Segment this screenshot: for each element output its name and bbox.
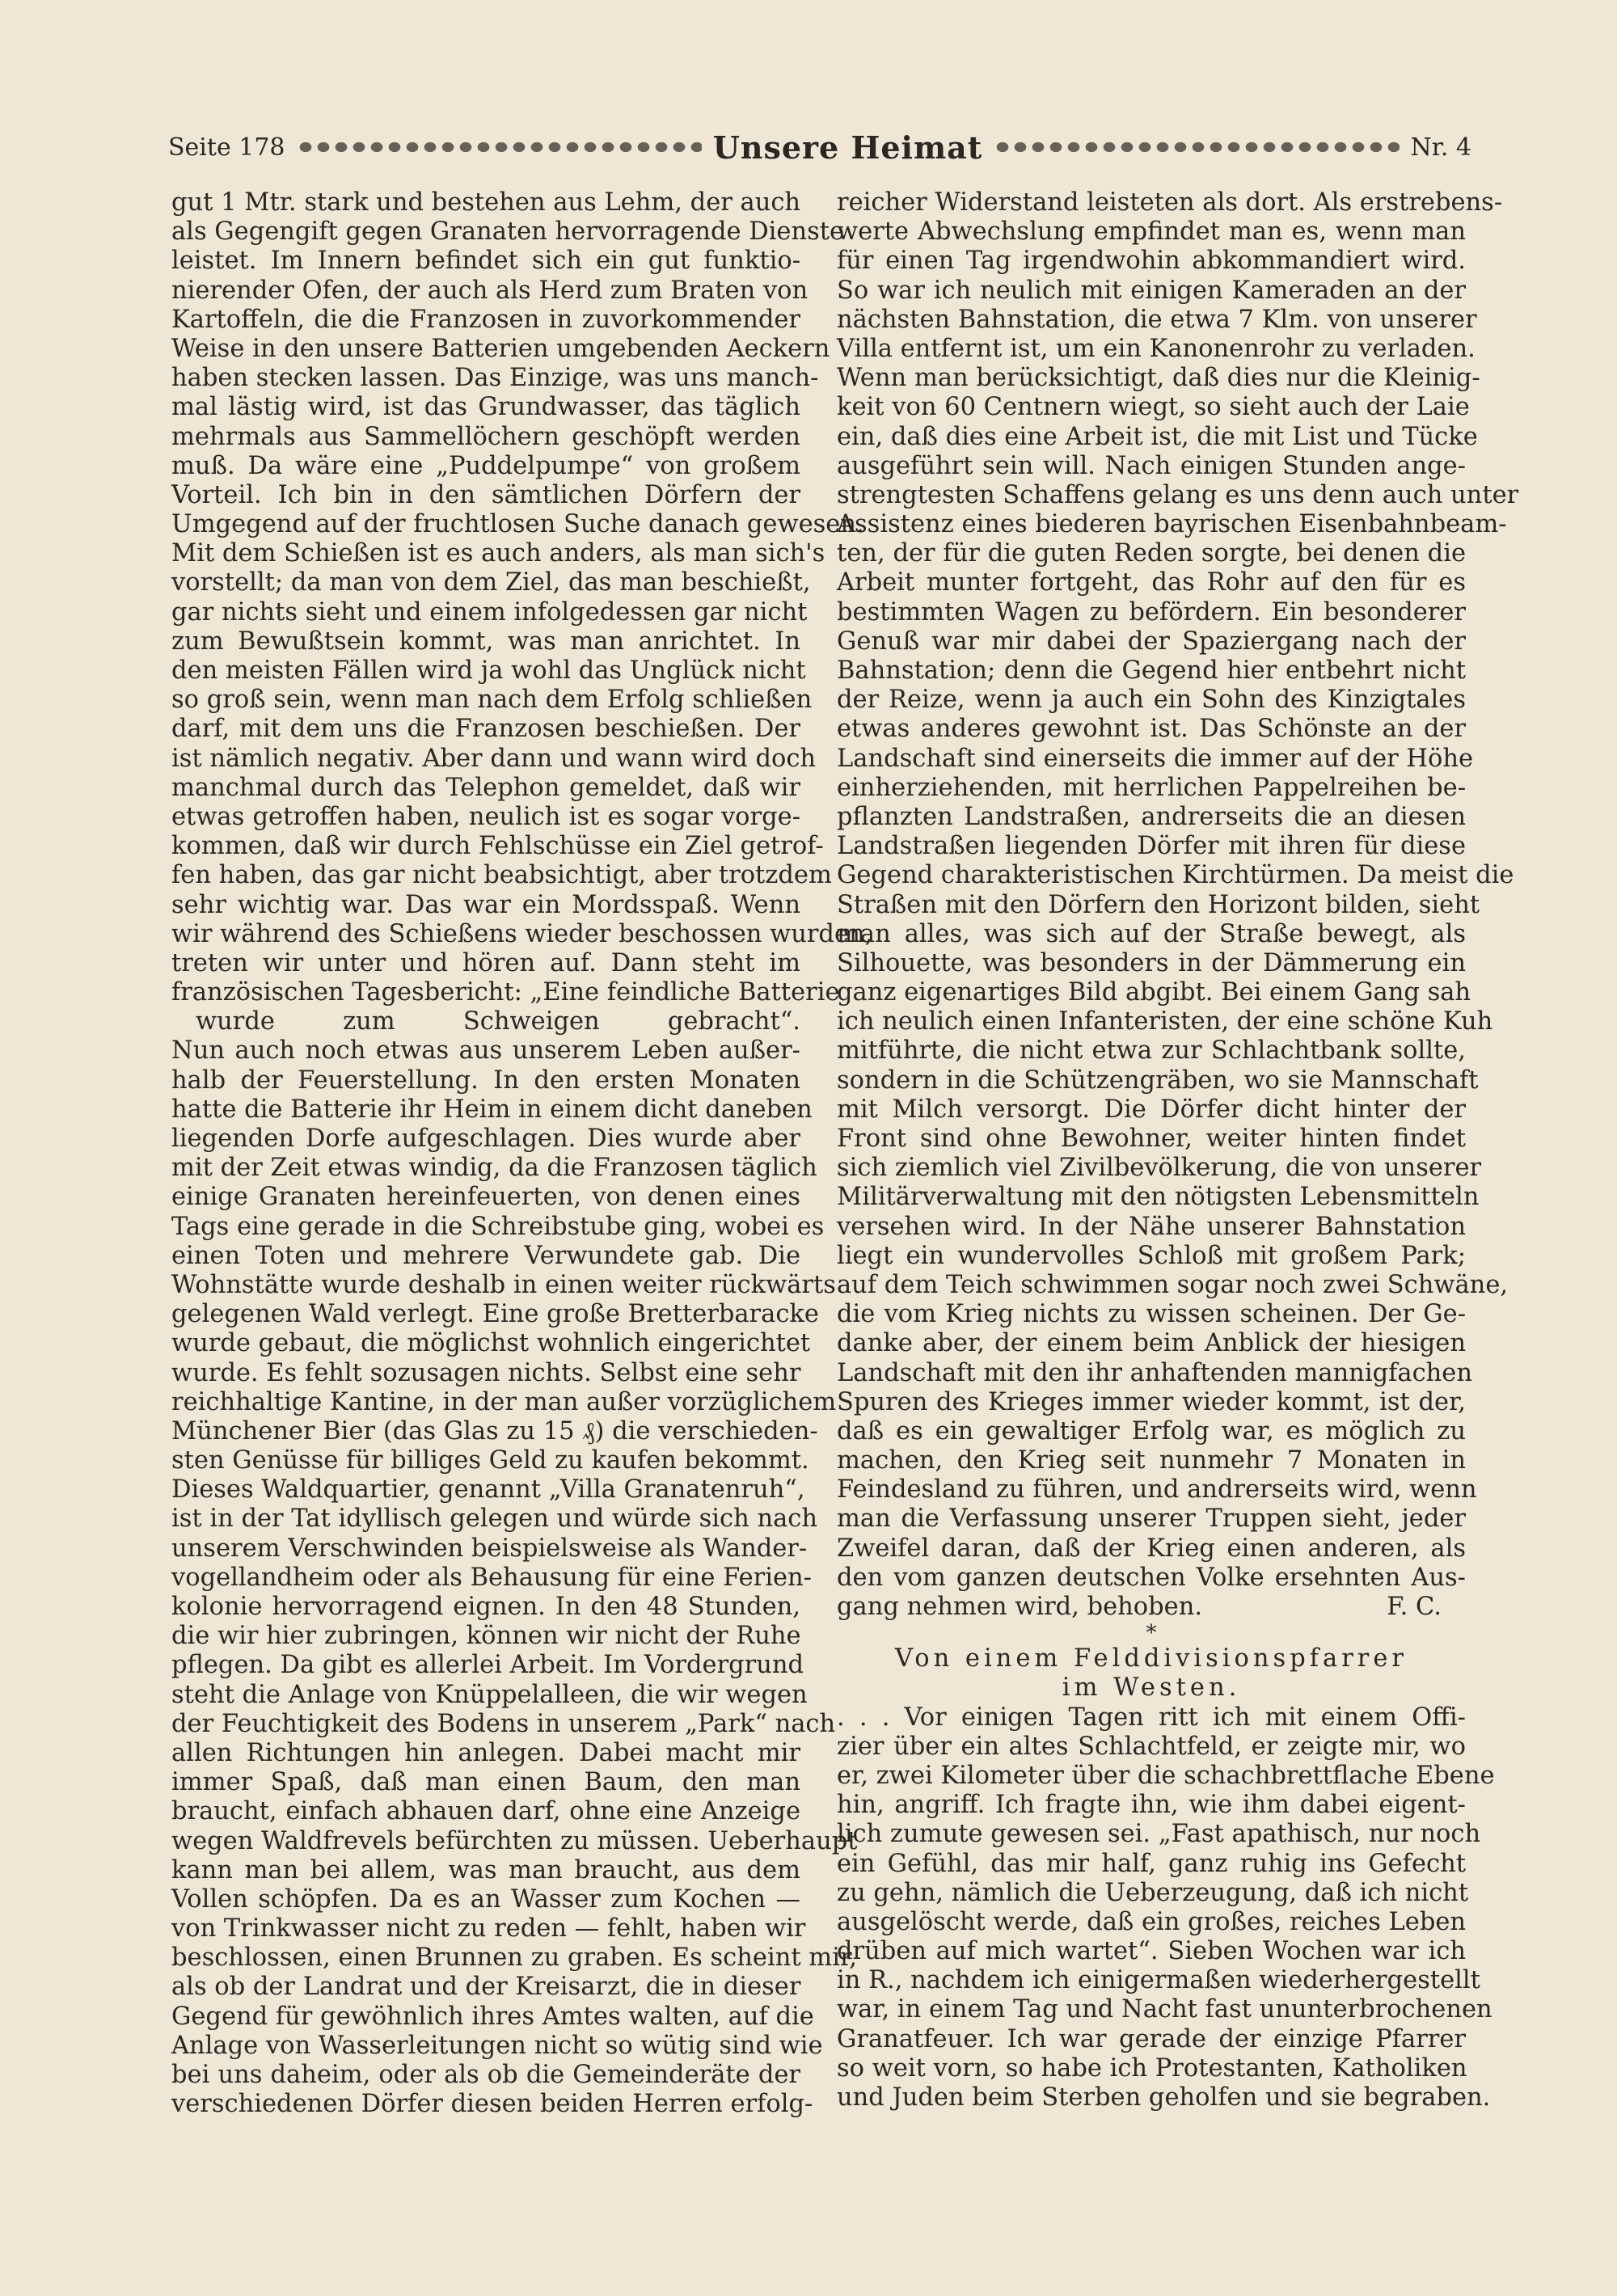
text-line: Anlage von Wasserleitungen nicht so wütig sind wie bbox=[171, 2031, 823, 2060]
text-line: unserem Verschwinden beispielsweise als Wander- bbox=[171, 1534, 808, 1563]
text-line: sten Genüsse für billiges Geld zu kaufen bekommt. bbox=[171, 1446, 809, 1475]
text-line: bestimmten Wagen zu befördern. Ein besonderer bbox=[837, 597, 1466, 627]
text-line: für einen Tag irgendwohin abkommandiert wird. bbox=[837, 247, 1466, 276]
text-line: Vorteil. Ich bin in den sämtlichen Dörfern der bbox=[171, 480, 800, 509]
text-line: pflanzten Landstraßen, andrerseits die an diesen bbox=[837, 802, 1466, 831]
right-column-body bbox=[837, 188, 1519, 1593]
text-line: bei uns daheim, oder als ob die Gemeinderäte der bbox=[171, 2061, 800, 2089]
section-divider-star: * bbox=[1146, 1621, 1157, 1646]
text-line: einige Granaten hereinfeuerten, von denen eines bbox=[171, 1183, 800, 1212]
text-line: Villa entfernt ist, um ein Kanonenrohr zu verladen. bbox=[837, 334, 1476, 363]
text-line: Landstraßen liegenden Dörfer mit ihren für diese bbox=[837, 832, 1466, 861]
text-line: keit von 60 Centnern wiegt, so sieht auch der Laie bbox=[837, 393, 1470, 422]
text-line: fen haben, das gar nicht beabsichtigt, aber trotzdem bbox=[171, 861, 832, 890]
text-line: daß es ein gewaltiger Erfolg war, es möglich zu bbox=[837, 1416, 1466, 1446]
text-line: Straßen mit den Dörfern den Horizont bilden, sieht bbox=[837, 890, 1480, 919]
author-signature: F. C. bbox=[1387, 1593, 1442, 1621]
text-line: beschlossen, einen Brunnen zu graben. Es scheint mir, bbox=[171, 1944, 857, 1973]
text-line: manchmal durch das Telephon gemeldet, daß wir bbox=[171, 773, 800, 802]
text-line: Tags eine gerade in die Schreibstube ging, wobei es bbox=[171, 1212, 825, 1241]
text-line: liegt ein wundervolles Schloß mit großem Park; bbox=[837, 1241, 1466, 1270]
text-line: steht die Anlage von Knüppelalleen, die wir wegen bbox=[171, 1680, 808, 1709]
text-line: haben stecken lassen. Das Einzige, was uns manch- bbox=[171, 364, 819, 393]
text-line: mehrmals aus Sammellöchern geschöpft werden bbox=[171, 422, 800, 451]
text-line: französischen Tagesbericht: „Eine feindliche Batterie bbox=[171, 978, 840, 1007]
text-line: mit Milch versorgt. Die Dörfer dicht hinter der bbox=[837, 1095, 1466, 1124]
text-line: wurde zum Schweigen gebracht“. bbox=[196, 1007, 800, 1036]
text-line: nächsten Bahnstation, die etwa 7 Klm. von unserer bbox=[837, 305, 1477, 334]
text-line: mitführte, die nicht etwa zur Schlachtbank sollte, bbox=[837, 1036, 1466, 1066]
text-line: man die Verfassung unserer Truppen sieht, jeder bbox=[837, 1505, 1466, 1534]
text-line: reicher Widerstand leisteten als dort. Als erstrebens- bbox=[837, 188, 1503, 217]
article-closing-line bbox=[837, 1593, 1466, 1622]
text-line: den meisten Fällen wird ja wohl das Unglück nicht bbox=[171, 656, 806, 685]
text-line: Granatfeuer. Ich war gerade der einzige Pfarrer bbox=[837, 2024, 1466, 2053]
text-line: leistet. Im Innern befindet sich ein gut funktio- bbox=[171, 247, 800, 276]
text-line: Assistenz eines biederen bayrischen Eisenbahnbeam- bbox=[837, 510, 1507, 539]
header-ornament-left bbox=[297, 137, 702, 157]
text-line: ten, der für die guten Reden sorgte, bei denen die bbox=[837, 539, 1466, 568]
text-line: Münchener Bier (das Glas zu 15 ₰) die verschieden- bbox=[171, 1416, 818, 1446]
text-line: versehen wird. In der Nähe unserer Bahnstation bbox=[837, 1212, 1466, 1241]
text-line: etwas getroffen haben, neulich ist es sogar vorge- bbox=[171, 802, 800, 831]
text-line: man alles, was sich auf der Straße bewegt, als bbox=[837, 919, 1466, 948]
text-line: Mit dem Schießen ist es auch anders, als man sich's bbox=[171, 539, 825, 568]
text-line: vorstellt; da man von dem Ziel, das man beschießt, bbox=[171, 568, 811, 597]
text-line: so weit vorn, so habe ich Protestanten, Katholiken bbox=[837, 2053, 1467, 2083]
text-line: Zweifel daran, daß der Krieg einen anderen, als bbox=[837, 1534, 1466, 1563]
text-line: Dieses Waldquartier, genannt „Villa Granatenruh“, bbox=[171, 1475, 805, 1505]
text-line: Spuren des Krieges immer wieder kommt, ist der, bbox=[837, 1387, 1466, 1416]
text-line: sehr wichtig war. Das war ein Mordsspaß. Wenn bbox=[171, 890, 800, 919]
text-line: kann man bei allem, was man braucht, aus dem bbox=[171, 1855, 800, 1884]
text-line: Gegend charakteristischen Kirchtürmen. Da meist die bbox=[837, 861, 1514, 890]
text-line: immer Spaß, daß man einen Baum, den man bbox=[171, 1768, 800, 1797]
text-line: zu gehn, nämlich die Ueberzeugung, daß ich nicht bbox=[837, 1878, 1469, 1907]
text-line: liegenden Dorfe aufgeschlagen. Dies wurde aber bbox=[171, 1125, 800, 1153]
text-line: in R., nachdem ich einigermaßen wiederhergestellt bbox=[837, 1966, 1480, 1995]
text-line: Landschaft sind einerseits die immer auf der Höhe bbox=[837, 744, 1474, 773]
text-line: machen, den Krieg seit nunmehr 7 Monaten in bbox=[837, 1446, 1466, 1475]
text-line: vogellandheim oder als Behausung für eine Ferien- bbox=[171, 1563, 812, 1592]
text-line: wurde gebaut, die möglichst wohnlich eingerichtet bbox=[171, 1329, 811, 1358]
text-line: halb der Feuerstellung. In den ersten Monaten bbox=[171, 1066, 800, 1095]
text-line: danke aber, der einem beim Anblick der hiesigen bbox=[837, 1329, 1466, 1358]
page-header bbox=[168, 129, 1471, 165]
text-line: den vom ganzen deutschen Volke ersehnten Aus- bbox=[837, 1563, 1466, 1592]
text-line: sich ziemlich viel Zivilbevölkerung, die von unserer bbox=[837, 1154, 1482, 1183]
text-line: kommen, daß wir durch Fehlschüsse ein Ziel getrof- bbox=[171, 832, 824, 861]
text-line: treten wir unter und hören auf. Dann steht im bbox=[171, 948, 800, 977]
text-line: wegen Waldfrevels befürchten zu müssen. Ueberhaupt bbox=[171, 1826, 858, 1855]
section-heading-line2: im Westen. bbox=[1062, 1673, 1241, 1703]
text-line: als Gegengift gegen Granaten hervorragende Dienste bbox=[171, 217, 845, 247]
text-line: einherziehenden, mit herrlichen Pappelreihen be- bbox=[837, 773, 1466, 802]
text-line: gar nichts sieht und einem infolgedessen gar nicht bbox=[171, 597, 808, 627]
text-line: Gegend für gewöhnlich ihres Amtes walten, auf die bbox=[171, 2002, 814, 2031]
text-line: Silhouette, was besonders in der Dämmerung ein bbox=[837, 948, 1466, 977]
text-line: Wohnstätte wurde deshalb in einen weiter rückwärts bbox=[171, 1270, 836, 1299]
text-line: Genuß war mir dabei der Spaziergang nach der bbox=[837, 627, 1466, 656]
text-line: ist in der Tat idyllisch gelegen und würde sich nach bbox=[171, 1505, 818, 1534]
text-line: zum Bewußtsein kommt, was man anrichtet. In bbox=[171, 627, 800, 656]
text-line: einen Toten und mehrere Verwundete gab. Die bbox=[171, 1241, 800, 1270]
text-line: Nun auch noch etwas aus unserem Leben außer- bbox=[171, 1036, 800, 1066]
header-ornament-right bbox=[994, 137, 1399, 157]
text-line: So war ich neulich mit einigen Kameraden an der bbox=[837, 276, 1466, 305]
text-line: Weise in den unsere Batterien umgebenden Aeckern bbox=[171, 334, 830, 363]
text-line: wurde. Es fehlt sozusagen nichts. Selbst eine sehr bbox=[171, 1358, 801, 1387]
text-line: darf, mit dem uns die Franzosen beschießen. Der bbox=[171, 715, 800, 744]
section-heading-line1: Von einem Felddivisionspfarrer bbox=[895, 1644, 1408, 1673]
text-line: gelegenen Wald verlegt. Eine große Bretterbaracke bbox=[171, 1300, 819, 1329]
text-line: ist nämlich negativ. Aber dann und wann wird doch bbox=[171, 744, 817, 773]
text-line: die wir hier zubringen, können wir nicht der Ruhe bbox=[171, 1622, 801, 1651]
text-line: Vollen schöpfen. Da es an Wasser zum Kochen — bbox=[171, 1884, 800, 1914]
left-column bbox=[171, 188, 873, 2119]
text-line: gut 1 Mtr. stark und bestehen aus Lehm, der auch bbox=[171, 188, 801, 217]
text-line: ausgeführt sein will. Nach einigen Stunden ange- bbox=[837, 451, 1466, 480]
right-column bbox=[837, 188, 1519, 2112]
text-line: allen Richtungen hin anlegen. Dabei macht mir bbox=[171, 1738, 800, 1767]
text-line: Umgegend auf der fruchtlosen Suche danach gewesen. bbox=[171, 510, 864, 539]
text-line: ausgelöscht werde, daß ein großes, reiches Leben bbox=[837, 1907, 1467, 1936]
closing-text: gang nehmen wird, behoben. bbox=[837, 1593, 1203, 1621]
text-line: . . . Vor einigen Tagen ritt ich mit einem Offi- bbox=[837, 1703, 1466, 1732]
text-line: der Feuchtigkeit des Bodens in unserem „Park“ nach bbox=[171, 1709, 836, 1738]
text-line: braucht, einfach abhauen darf, ohne eine Anzeige bbox=[171, 1797, 800, 1826]
text-line: auf dem Teich schwimmen sogar noch zwei Schwäne, bbox=[837, 1270, 1509, 1299]
text-line: Kartoffeln, die die Franzosen in zuvorkommender bbox=[171, 305, 800, 334]
text-line: hatte die Batterie ihr Heim in einem dicht daneben bbox=[171, 1095, 813, 1124]
text-line: reichhaltige Kantine, in der man außer vorzüglichem bbox=[171, 1387, 837, 1416]
text-line: hin, angriff. Ich fragte ihn, wie ihm dabei eigent- bbox=[837, 1791, 1466, 1820]
text-line: Front sind ohne Bewohner, weiter hinten findet bbox=[837, 1125, 1466, 1153]
text-line: von Trinkwasser nicht zu reden — fehlt, haben wir bbox=[171, 1914, 806, 1944]
text-line: verschiedenen Dörfer diesen beiden Herren erfolg- bbox=[171, 2090, 813, 2119]
text-line: so groß sein, wenn man nach dem Erfolg schließen bbox=[171, 686, 813, 715]
text-line: Feindesland zu führen, und andrerseits wird, wenn bbox=[837, 1475, 1477, 1505]
text-line: mal lästig wird, ist das Grundwasser, das täglich bbox=[171, 393, 800, 422]
text-line: zier über ein altes Schlachtfeld, er zeigte mir, wo bbox=[837, 1732, 1466, 1761]
text-line: die vom Krieg nichts zu wissen scheinen. Der Ge- bbox=[837, 1300, 1466, 1329]
section2-body bbox=[837, 1703, 1495, 2113]
text-line: pflegen. Da gibt es allerlei Arbeit. Im Vordergrund bbox=[171, 1651, 804, 1680]
text-line: sondern in die Schützengräben, wo sie Mannschaft bbox=[837, 1066, 1479, 1095]
text-line: Landschaft mit den ihr anhaftenden mannigfachen bbox=[837, 1358, 1472, 1387]
text-line: drüben auf mich wartet“. Sieben Wochen war ich bbox=[837, 1937, 1466, 1966]
text-line: Wenn man berücksichtigt, daß dies nur die Kleinig- bbox=[837, 364, 1480, 393]
text-line: muß. Da wäre eine „Puddelpumpe“ von großem bbox=[171, 451, 800, 480]
text-line: nierender Ofen, der auch als Herd zum Braten von bbox=[171, 276, 808, 305]
text-line: und Juden beim Sterben geholfen und sie begraben. bbox=[837, 2083, 1491, 2112]
page-number: Seite 178 bbox=[168, 133, 285, 162]
text-line: ich neulich einen Infanteristen, der eine schöne Kuh bbox=[837, 1007, 1493, 1036]
text-line: Bahnstation; denn die Gegend hier entbehrt nicht bbox=[837, 656, 1466, 685]
text-line: war, in einem Tag und Nacht fast ununterbrochenen bbox=[837, 1995, 1492, 2024]
text-line: als ob der Landrat und der Kreisarzt, die in dieser bbox=[171, 1973, 801, 2002]
text-line: ein Gefühl, das mir half, ganz ruhig ins Gefecht bbox=[837, 1849, 1466, 1878]
issue-number: Nr. 4 bbox=[1410, 133, 1471, 162]
text-line: Arbeit munter fortgeht, das Rohr auf den für es bbox=[837, 568, 1466, 597]
text-line: mit der Zeit etwas windig, da die Franzosen täglich bbox=[171, 1154, 817, 1183]
text-line: werte Abwechslung empfindet man es, wenn man bbox=[837, 217, 1466, 247]
publication-title: Unsere Heimat bbox=[712, 129, 983, 166]
text-line: ganz eigenartiges Bild abgibt. Bei einem Gang sah bbox=[837, 978, 1471, 1007]
text-line: strengtesten Schaffens gelang es uns denn auch unter bbox=[837, 480, 1519, 509]
text-line: der Reize, wenn ja auch ein Sohn des Kinzigtales bbox=[837, 686, 1466, 715]
text-line: wir während des Schießens wieder beschossen wurden, bbox=[171, 919, 873, 948]
text-line: Militärverwaltung mit den nötigsten Lebensmitteln bbox=[837, 1183, 1480, 1212]
text-line: etwas anderes gewohnt ist. Das Schönste an der bbox=[837, 715, 1466, 744]
text-line: kolonie hervorragend eignen. In den 48 Stunden, bbox=[171, 1593, 800, 1621]
text-line: ein, daß dies eine Arbeit ist, die mit List und Tücke bbox=[837, 422, 1478, 451]
text-line: lich zumute gewesen sei. „Fast apathisch, nur noch bbox=[837, 1820, 1481, 1849]
text-line: er, zwei Kilometer über die schachbrettflache Ebene bbox=[837, 1761, 1495, 1790]
